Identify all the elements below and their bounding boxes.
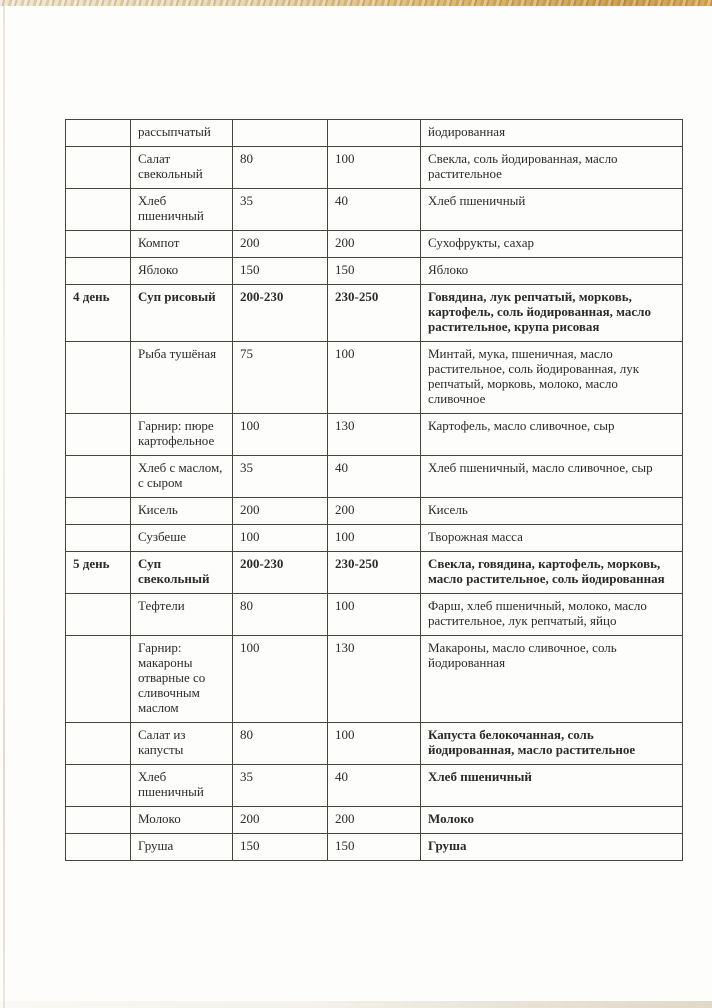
cell-dish: Компот xyxy=(131,231,233,258)
cell-day xyxy=(66,723,131,765)
cell-portion-2: 40 xyxy=(328,189,421,231)
cell-dish: Яблоко xyxy=(131,258,233,285)
cell-day xyxy=(66,498,131,525)
cell-portion-1: 35 xyxy=(233,189,328,231)
cell-portion-2: 100 xyxy=(328,147,421,189)
cell-day xyxy=(66,120,131,147)
cell-portion-1: 100 xyxy=(233,525,328,552)
table-row xyxy=(66,258,683,285)
cell-day xyxy=(66,807,131,834)
cell-portion-1: 75 xyxy=(233,342,328,414)
cell-day: 4 день xyxy=(66,285,131,342)
table-row xyxy=(66,414,683,456)
cell-portion-2 xyxy=(328,120,421,147)
menu-table-body xyxy=(66,120,683,861)
cell-ingredients: Кисель xyxy=(421,498,683,525)
cell-day xyxy=(66,258,131,285)
table-row xyxy=(66,189,683,231)
cell-ingredients: Груша xyxy=(421,834,683,861)
cell-portion-2: 150 xyxy=(328,258,421,285)
cell-portion-1: 150 xyxy=(233,834,328,861)
table-row xyxy=(66,594,683,636)
cell-ingredients: Сухофрукты, сахар xyxy=(421,231,683,258)
cell-ingredients: Минтай, мука, пшеничная, масло растительное, соль йодированная, лук репчатый, морковь, молоко, масло сливочное xyxy=(421,342,683,414)
table-row xyxy=(66,834,683,861)
cell-portion-1 xyxy=(233,120,328,147)
table-row xyxy=(66,765,683,807)
cell-portion-1: 200 xyxy=(233,807,328,834)
cell-dish: Молоко xyxy=(131,807,233,834)
cell-portion-1: 80 xyxy=(233,723,328,765)
cell-dish: Салат свекольный xyxy=(131,147,233,189)
cell-dish: Суп свекольный xyxy=(131,552,233,594)
cell-portion-1: 80 xyxy=(233,594,328,636)
cell-dish: Хлеб пшеничный xyxy=(131,189,233,231)
cell-ingredients: Молоко xyxy=(421,807,683,834)
top-border-decoration xyxy=(0,0,712,6)
cell-portion-1: 35 xyxy=(233,765,328,807)
cell-portion-2: 130 xyxy=(328,636,421,723)
cell-portion-1: 80 xyxy=(233,147,328,189)
table-row xyxy=(66,147,683,189)
table-row xyxy=(66,723,683,765)
table-row xyxy=(66,525,683,552)
cell-day xyxy=(66,189,131,231)
cell-portion-1: 200-230 xyxy=(233,285,328,342)
cell-dish: Сузбеше xyxy=(131,525,233,552)
table-row xyxy=(66,636,683,723)
cell-portion-1: 150 xyxy=(233,258,328,285)
cell-dish: Груша xyxy=(131,834,233,861)
cell-portion-2: 230-250 xyxy=(328,552,421,594)
table-row xyxy=(66,807,683,834)
table-row xyxy=(66,231,683,258)
cell-ingredients: Капуста белокочанная, соль йодированная, масло растительное xyxy=(421,723,683,765)
cell-portion-2: 200 xyxy=(328,807,421,834)
cell-ingredients: Свекла, соль йодированная, масло растительное xyxy=(421,147,683,189)
cell-portion-1: 100 xyxy=(233,414,328,456)
cell-ingredients: йодированная xyxy=(421,120,683,147)
cell-portion-2: 200 xyxy=(328,498,421,525)
cell-ingredients: Хлеб пшеничный xyxy=(421,189,683,231)
cell-day xyxy=(66,525,131,552)
cell-dish: Кисель xyxy=(131,498,233,525)
cell-portion-1: 200-230 xyxy=(233,552,328,594)
cell-dish: Салат из капусты xyxy=(131,723,233,765)
cell-portion-2: 100 xyxy=(328,594,421,636)
cell-dish: Гарнир: пюре картофельное xyxy=(131,414,233,456)
cell-dish: Суп рисовый xyxy=(131,285,233,342)
cell-portion-1: 100 xyxy=(233,636,328,723)
table-row xyxy=(66,342,683,414)
table-row xyxy=(66,498,683,525)
cell-dish: Гарнир: макароны отварные со сливочным маслом xyxy=(131,636,233,723)
cell-day xyxy=(66,834,131,861)
cell-ingredients: Картофель, масло сливочное, сыр xyxy=(421,414,683,456)
cell-portion-1: 200 xyxy=(233,498,328,525)
cell-portion-1: 200 xyxy=(233,231,328,258)
cell-dish: рассыпчатый xyxy=(131,120,233,147)
cell-portion-2: 100 xyxy=(328,342,421,414)
menu-table xyxy=(65,119,683,861)
cell-portion-2: 100 xyxy=(328,723,421,765)
table-row xyxy=(66,120,683,147)
cell-day xyxy=(66,765,131,807)
cell-ingredients: Хлеб пшеничный xyxy=(421,765,683,807)
table-row xyxy=(66,456,683,498)
cell-portion-2: 200 xyxy=(328,231,421,258)
cell-day xyxy=(66,231,131,258)
cell-ingredients: Говядина, лук репчатый, морковь, картофель, соль йодированная, масло растительное, крупа рисовая xyxy=(421,285,683,342)
cell-portion-2: 40 xyxy=(328,456,421,498)
table-row xyxy=(66,552,683,594)
cell-day xyxy=(66,414,131,456)
table-row xyxy=(66,285,683,342)
cell-ingredients: Фарш, хлеб пшеничный, молоко, масло растительное, лук репчатый, яйцо xyxy=(421,594,683,636)
cell-day xyxy=(66,456,131,498)
cell-dish: Рыба тушёная xyxy=(131,342,233,414)
cell-dish: Тефтели xyxy=(131,594,233,636)
cell-portion-2: 100 xyxy=(328,525,421,552)
cell-portion-1: 35 xyxy=(233,456,328,498)
cell-day xyxy=(66,342,131,414)
cell-ingredients: Яблоко xyxy=(421,258,683,285)
cell-ingredients: Хлеб пшеничный, масло сливочное, сыр xyxy=(421,456,683,498)
cell-portion-2: 40 xyxy=(328,765,421,807)
cell-portion-2: 230-250 xyxy=(328,285,421,342)
cell-day xyxy=(66,147,131,189)
cell-dish: Хлеб с маслом, с сыром xyxy=(131,456,233,498)
cell-day xyxy=(66,594,131,636)
cell-day xyxy=(66,636,131,723)
cell-portion-2: 150 xyxy=(328,834,421,861)
cell-dish: Хлеб пшеничный xyxy=(131,765,233,807)
bottom-scan-edge-artifact xyxy=(0,1001,712,1008)
left-scan-edge-artifact xyxy=(3,6,5,1008)
cell-ingredients: Макароны, масло сливочное, соль йодированная xyxy=(421,636,683,723)
cell-portion-2: 130 xyxy=(328,414,421,456)
cell-ingredients: Свекла, говядина, картофель, морковь, масло растительное, соль йодированная xyxy=(421,552,683,594)
cell-day: 5 день xyxy=(66,552,131,594)
cell-ingredients: Творожная масса xyxy=(421,525,683,552)
